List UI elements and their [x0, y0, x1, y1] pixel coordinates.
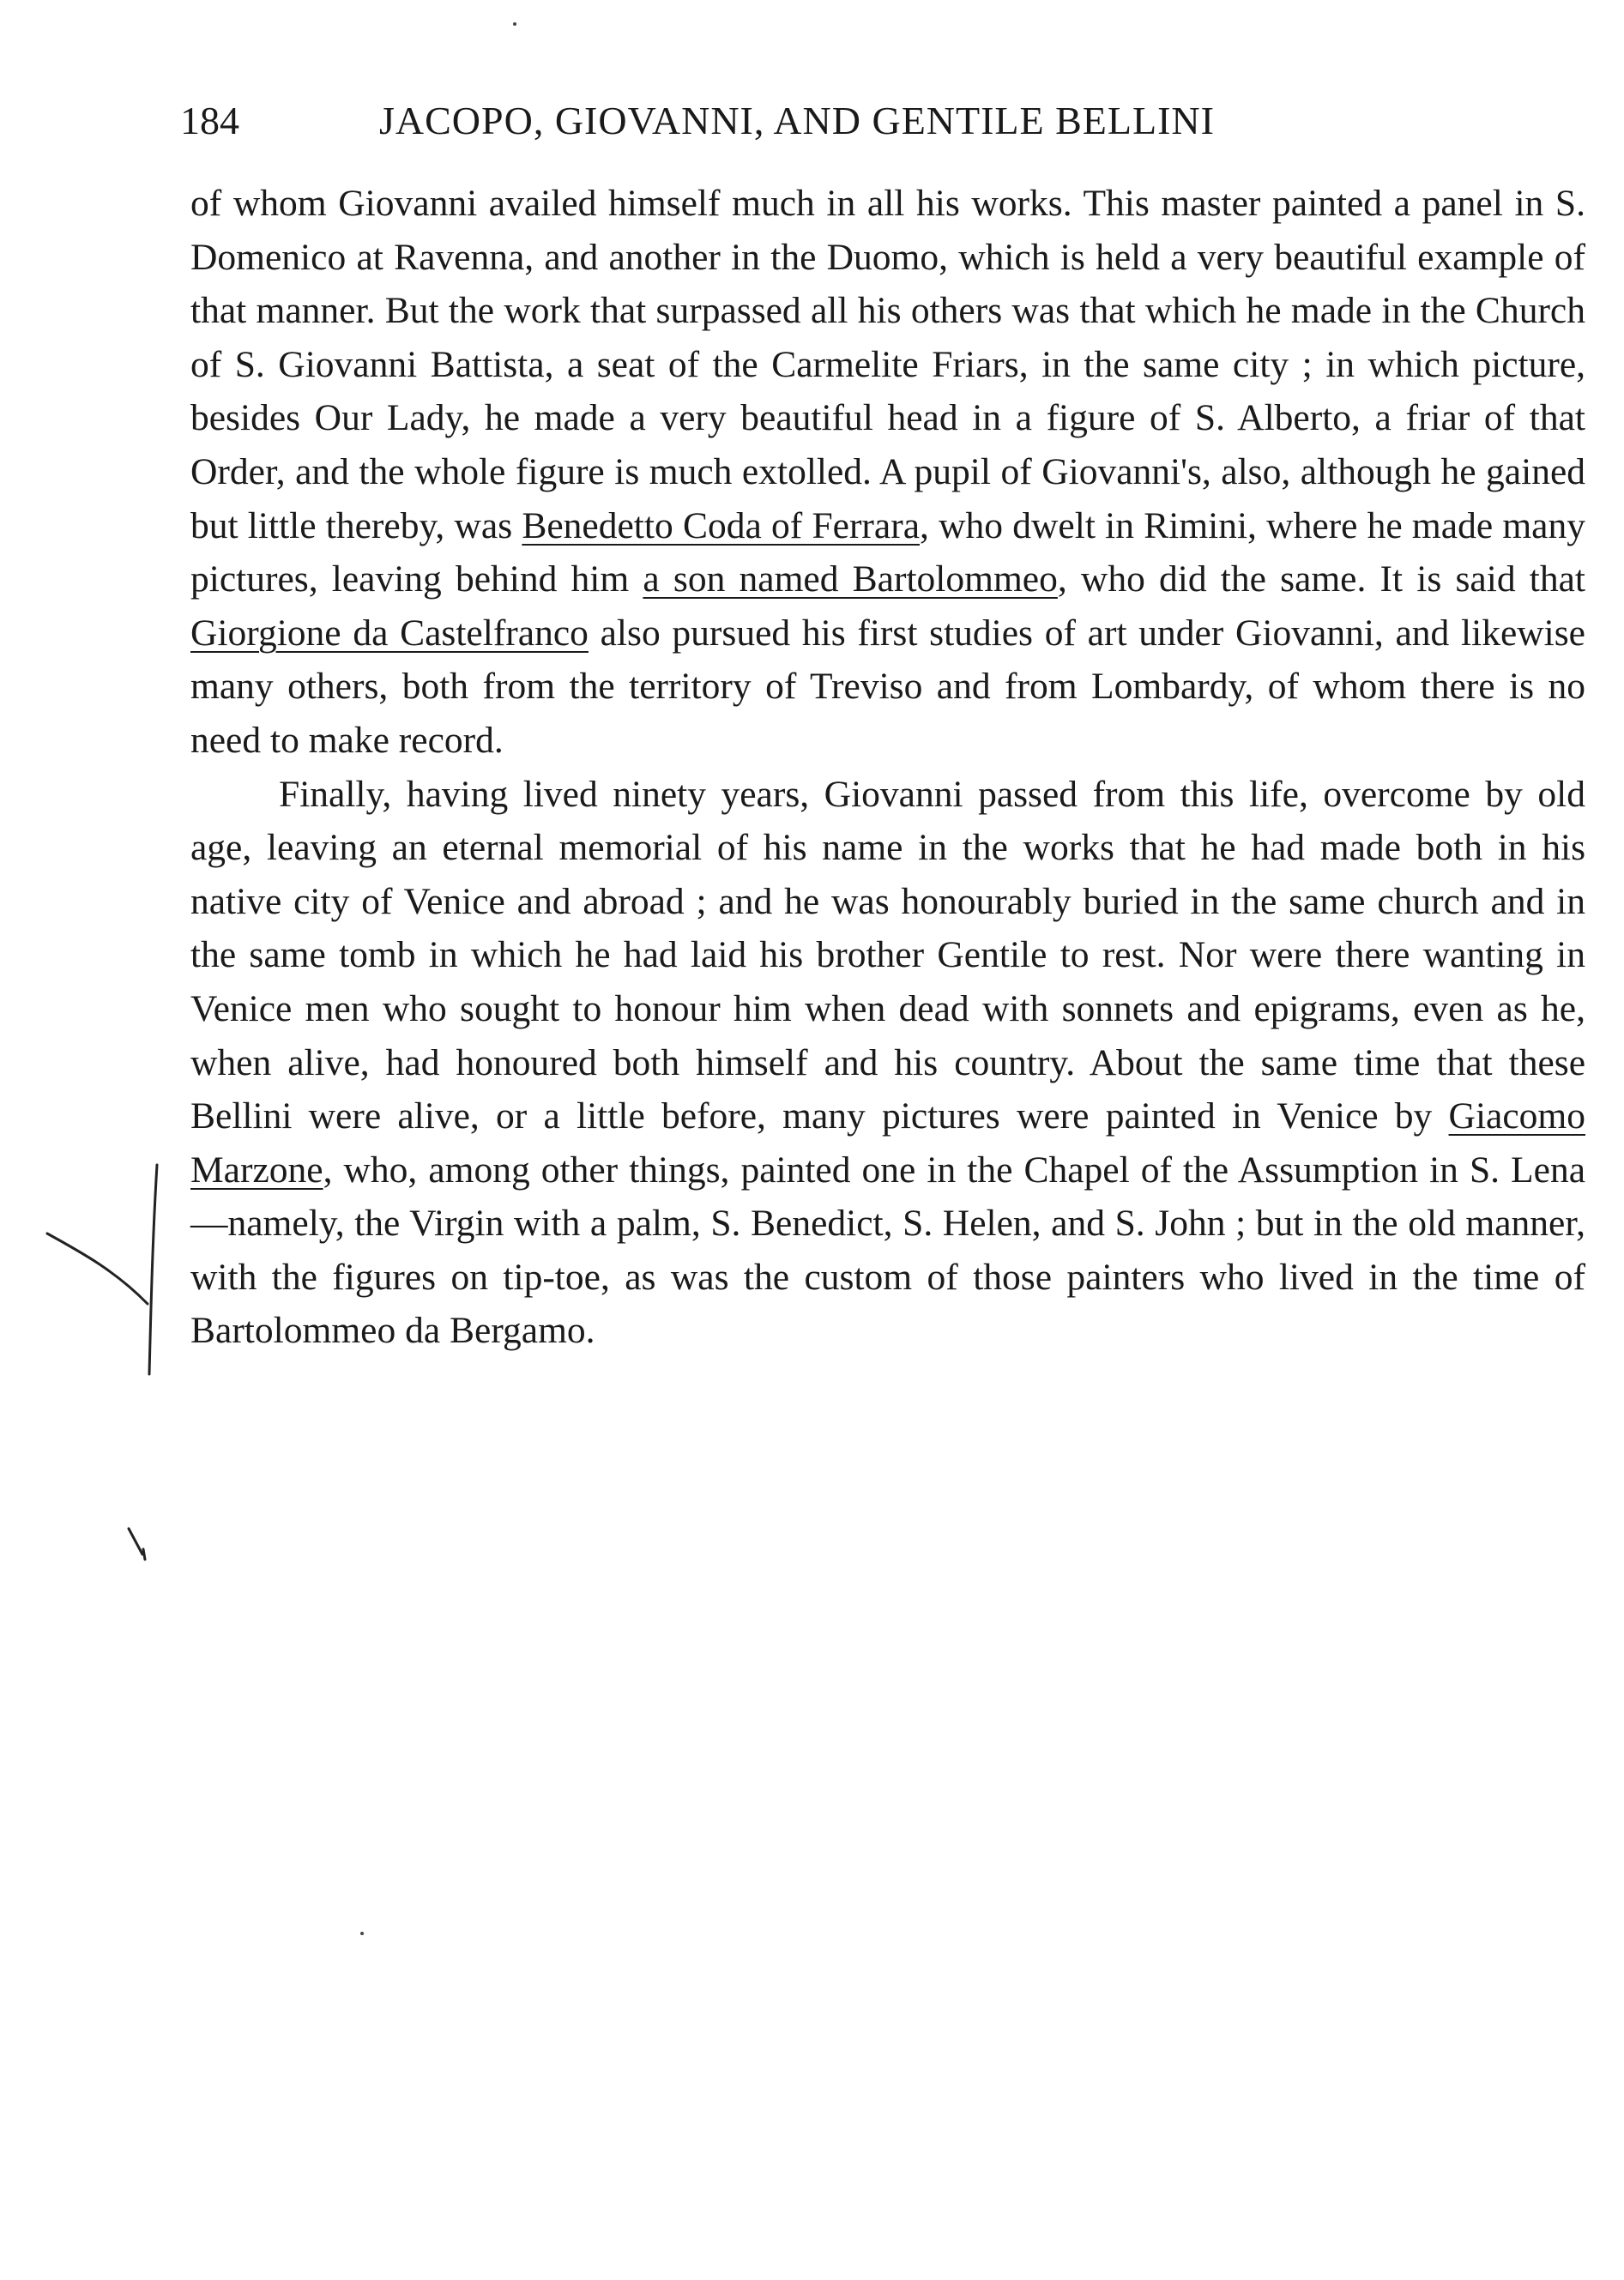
underlined-name-giacomo-marzone: Giacomo Marzone — [190, 1095, 1585, 1191]
paragraph-1-text-4: also pursued his first studies of art under Giovanni, and likewise many others, both from the territory of Treviso and from Lombardy, of whom there is no need to make record. — [190, 612, 1585, 761]
margin-bracket-line — [149, 1165, 157, 1374]
margin-tick-mark — [129, 1529, 145, 1559]
underlined-name-son-bartolommeo: a son named Bartolommeo — [643, 558, 1058, 600]
paragraph-1-text-2: , who dwelt in Rimini, where he made many pictures, leaving behind him — [190, 504, 1585, 600]
paragraph-2-text-2: , who, among other things, painted one in the Chapel of the Assumption in S. Lena—namely, the Virgin with a palm, S. Benedict, S. Helen, and S. John ; but in the old manner, with the figures on tip-toe, as was the custom of those painters who lived in the time of Bartolommeo da Bergamo. — [190, 1149, 1585, 1352]
body-text — [190, 177, 1585, 1358]
paragraph-2-text-1: Finally, having lived ninety years, Giovanni passed from this life, overcome by old age, leaving an eternal memorial of his name in the works that he had made both in his native city of Venice and abroad ; and he was honourably buried in the same church and in the same tomb in which he had laid his brother Gentile to rest. Nor were there wanting in Venice men who sought to honour him when dead with sonnets and epigrams, even as he, when alive, had honoured both himself and his country. About the same time that these Bellini were alive, or a little before, many pictures were painted in Venice by — [190, 773, 1585, 1137]
page-number: 184 — [180, 99, 239, 142]
paper-speck — [513, 22, 516, 26]
running-head: JACOPO, GIOVANNI, AND GENTILE BELLINI — [379, 99, 1215, 142]
paragraph-2 — [190, 768, 1585, 1359]
paragraph-1 — [190, 177, 1585, 768]
paragraph-1-text-1: of whom Giovanni availed himself much in all his works. This master painted a panel in S. Domenico at Ravenna, and another in the Duomo, which is held a very beautiful example of that manner. But the work that surpassed all his others was that which he made in the Church of S. Giovanni Battista, a seat of the Carmelite Friars, in the same city ; in which picture, besides Our Lady, he made a very beautiful head in a figure of S. Alberto, a friar of that Order, and the whole figure is much extolled. A pupil of Giovanni's, also, although he gained but little thereby, was — [190, 183, 1585, 546]
paragraph-1-text-3: , who did the same. It is said that — [1057, 558, 1585, 600]
paper-speck — [360, 1932, 364, 1935]
page-header — [180, 91, 1587, 151]
underlined-name-giorgione: Giorgione da Castelfranco — [190, 612, 589, 654]
margin-check-mark — [47, 1233, 148, 1304]
underlined-name-benedetto-coda: Benedetto Coda of Ferrara — [522, 504, 921, 546]
